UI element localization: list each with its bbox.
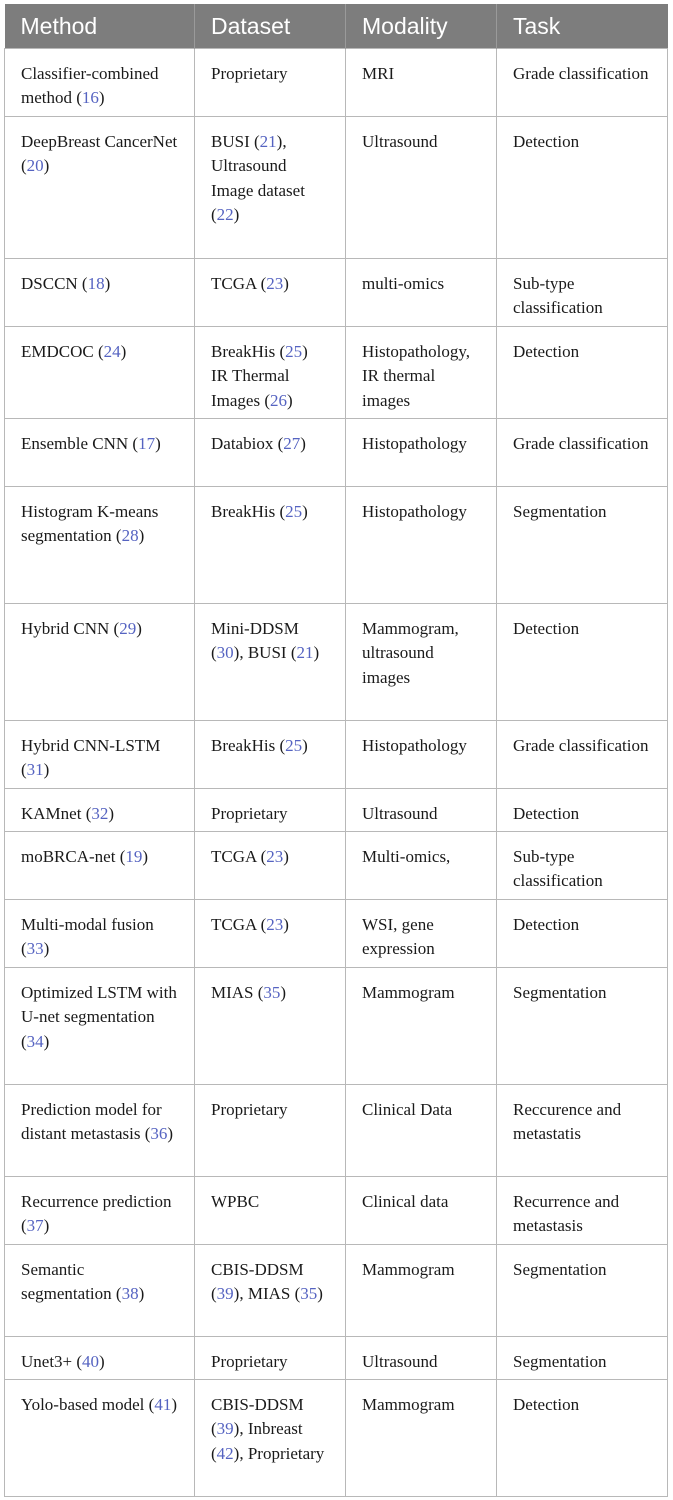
reference-link[interactable]: 39 <box>216 1284 234 1303</box>
method-cell-text: DeepBreast CancerNet ( <box>21 131 178 175</box>
reference-link[interactable]: 42 <box>216 1443 234 1463</box>
method-cell <box>5 720 195 788</box>
method-cell <box>5 1379 195 1496</box>
methods-table <box>4 4 668 1497</box>
dataset-cell <box>195 1244 346 1336</box>
modality-cell: Clinical data <box>346 1176 497 1244</box>
dataset-cell-text: ) <box>317 1284 323 1303</box>
reference-link[interactable]: 23 <box>266 914 284 934</box>
table-row <box>5 967 668 1084</box>
dataset-cell <box>195 486 346 603</box>
method-cell-text: Multi-modal fusion ( <box>21 914 154 958</box>
method-cell <box>5 1176 195 1244</box>
modality-cell: WSI, gene expression <box>346 899 497 967</box>
method-cell <box>5 258 195 326</box>
dataset-cell <box>195 258 346 326</box>
method-cell-text: ) <box>43 760 50 779</box>
task-cell: Detection <box>497 116 668 258</box>
method-cell <box>5 48 195 116</box>
method-cell-text: Yolo-based model ( <box>21 1394 155 1414</box>
dataset-cell-text: Mini-DDSM ( <box>211 618 299 662</box>
table-row <box>5 788 668 831</box>
header-method: Method <box>20 12 98 39</box>
dataset-cell-text: ) <box>302 501 308 521</box>
reference-link[interactable]: 18 <box>87 273 105 293</box>
task-cell: Segmentation <box>497 1244 668 1336</box>
dataset-cell <box>195 1336 346 1379</box>
table-row <box>5 1244 668 1336</box>
task-cell: Grade classification <box>497 720 668 788</box>
dataset-cell-text: ) <box>302 735 308 755</box>
reference-link[interactable]: 29 <box>119 618 137 638</box>
table-row <box>5 418 668 486</box>
dataset-cell <box>195 967 346 1084</box>
method-cell <box>5 831 195 899</box>
dataset-cell-text: BUSI ( <box>211 131 260 151</box>
method-cell-text: ) <box>43 1031 50 1051</box>
table-row <box>5 48 668 116</box>
modality-cell: MRI <box>346 48 497 116</box>
method-cell <box>5 1244 195 1336</box>
method-cell-text: Ensemble CNN ( <box>21 433 139 453</box>
dataset-cell-text: Proprietary <box>211 803 288 823</box>
method-cell <box>5 603 195 720</box>
modality-cell: Histopathology, IR thermal images <box>346 326 497 418</box>
method-cell-text: Semantic segmentation ( <box>21 1259 122 1303</box>
reference-link[interactable]: 37 <box>26 1216 44 1235</box>
dataset-cell-text: ) <box>300 433 306 453</box>
modality-cell: Histopathology <box>346 418 497 486</box>
dataset-cell-text: TCGA ( <box>211 846 267 866</box>
method-cell-text: ) <box>138 1284 145 1303</box>
method-cell-text: ) <box>120 341 127 361</box>
method-cell-text: ) <box>104 273 111 293</box>
dataset-cell-text: Proprietary <box>211 63 288 83</box>
table-body <box>5 48 668 1496</box>
dataset-cell <box>195 116 346 258</box>
modality-cell: Ultrasound <box>346 116 497 258</box>
dataset-cell-text: ) <box>233 205 240 224</box>
table-row <box>5 831 668 899</box>
dataset-cell <box>195 720 346 788</box>
reference-link[interactable]: 38 <box>121 1284 139 1303</box>
task-cell: Detection <box>497 899 668 967</box>
reference-link[interactable]: 21 <box>259 131 277 151</box>
method-cell-text: ) <box>142 846 149 866</box>
task-cell: Sub-type classification <box>497 258 668 326</box>
table-row <box>5 486 668 603</box>
method-cell <box>5 1336 195 1379</box>
dataset-cell-text: CBIS-DDSM ( <box>211 1259 304 1303</box>
reference-link[interactable]: 35 <box>263 982 281 1002</box>
reference-link[interactable]: 25 <box>285 735 303 755</box>
dataset-cell-text: ) <box>280 982 287 1002</box>
modality-cell: Mammogram, ultrasound images <box>346 603 497 720</box>
modality-cell: Ultrasound <box>346 1336 497 1379</box>
method-cell <box>5 788 195 831</box>
dataset-cell-text: ) <box>283 273 289 293</box>
method-cell-text: Recurrence prediction ( <box>21 1191 172 1235</box>
method-cell-text: Hybrid CNN-LSTM ( <box>21 735 161 779</box>
method-cell-text: EMDCOC ( <box>21 341 104 361</box>
reference-link[interactable]: 19 <box>125 846 143 866</box>
method-cell-text: KAMnet ( <box>21 803 92 823</box>
table-row <box>5 1176 668 1244</box>
dataset-cell-text: ) IR Thermal Images ( <box>211 341 308 410</box>
table-row <box>5 326 668 418</box>
dataset-cell <box>195 788 346 831</box>
task-cell: Reccurence and metastatis <box>497 1084 668 1176</box>
dataset-cell <box>195 831 346 899</box>
dataset-cell-text: MIAS ( <box>211 982 264 1002</box>
dataset-cell-text: CBIS-DDSM ( <box>211 1394 304 1438</box>
dataset-cell <box>195 48 346 116</box>
reference-link[interactable]: 39 <box>216 1419 234 1438</box>
reference-link[interactable]: 24 <box>103 341 121 361</box>
header-task: Task <box>497 4 668 48</box>
table-row <box>5 603 668 720</box>
modality-cell: Histopathology <box>346 720 497 788</box>
dataset-cell-text: ), MIAS ( <box>233 1284 301 1303</box>
task-cell: Detection <box>497 1379 668 1496</box>
task-cell: Segmentation <box>497 486 668 603</box>
task-cell: Detection <box>497 603 668 720</box>
dataset-cell-text: BreakHis ( <box>211 501 286 521</box>
dataset-cell-text: TCGA ( <box>211 914 267 934</box>
modality-cell: Mammogram <box>346 967 497 1084</box>
reference-link[interactable]: 23 <box>266 273 284 293</box>
reference-link[interactable]: 31 <box>26 760 44 779</box>
table-row <box>5 1336 668 1379</box>
dataset-cell <box>195 326 346 418</box>
method-cell-text: Hybrid CNN ( <box>21 618 120 638</box>
reference-link[interactable]: 22 <box>216 205 234 224</box>
task-cell: Grade classification <box>497 48 668 116</box>
method-cell-text: moBRCA-net ( <box>21 846 126 866</box>
dataset-cell-text: ) <box>283 914 289 934</box>
method-cell <box>5 326 195 418</box>
dataset-cell <box>195 1379 346 1496</box>
method-cell-text: ) <box>167 1124 174 1143</box>
task-cell: Detection <box>497 326 668 418</box>
dataset-cell-text: WPBC <box>211 1191 260 1211</box>
dataset-cell-text: TCGA ( <box>211 273 267 293</box>
dataset-cell-text: ) <box>313 643 320 662</box>
method-cell <box>5 486 195 603</box>
dataset-cell-text: ), Proprietary <box>233 1443 325 1463</box>
method-cell <box>5 418 195 486</box>
method-cell <box>5 967 195 1084</box>
method-cell-text: Unet3+ ( <box>21 1351 83 1371</box>
dataset-cell-text: ), BUSI ( <box>233 643 297 662</box>
method-cell-text: ) <box>43 939 50 958</box>
reference-link[interactable]: 21 <box>296 643 314 662</box>
method-cell-text: ) <box>171 1394 177 1414</box>
reference-link[interactable]: 17 <box>138 433 156 453</box>
method-cell-text: ) <box>98 88 105 107</box>
method-cell-text: Optimized LSTM with U-net segmentation ( <box>21 982 177 1051</box>
dataset-cell-text: Proprietary <box>211 1351 288 1371</box>
task-cell: Sub-type classification <box>497 831 668 899</box>
reference-link[interactable]: 27 <box>283 433 301 453</box>
dataset-cell-text: ), Ultrasound Image dataset ( <box>211 131 305 224</box>
reference-link[interactable]: 30 <box>216 643 234 662</box>
task-cell: Segmentation <box>497 1336 668 1379</box>
header-dataset: Dataset <box>195 4 346 48</box>
method-cell <box>5 1084 195 1176</box>
modality-cell: Ultrasound <box>346 788 497 831</box>
dataset-cell <box>195 899 346 967</box>
method-cell-text: ) <box>155 433 161 453</box>
task-cell: Recurrence and metastasis <box>497 1176 668 1244</box>
reference-link[interactable]: 25 <box>285 341 303 361</box>
dataset-cell-text: ) <box>283 846 289 866</box>
modality-cell: Multi-omics, <box>346 831 497 899</box>
task-cell: Detection <box>497 788 668 831</box>
method-cell-text: Histogram K-means segmentation ( <box>21 501 159 545</box>
reference-link[interactable]: 20 <box>26 156 44 175</box>
method-cell-text: ) <box>108 803 115 823</box>
method-cell-text: ) <box>138 526 145 545</box>
modality-cell: multi-omics <box>346 258 497 326</box>
method-cell-text: ) <box>136 618 142 638</box>
method-cell-text: Classifier-combined method ( <box>21 63 159 107</box>
dataset-cell-text: ) <box>287 390 293 410</box>
reference-link[interactable]: 32 <box>91 803 109 823</box>
dataset-cell-text: Proprietary <box>211 1099 288 1119</box>
table-row <box>5 720 668 788</box>
method-cell <box>5 116 195 258</box>
method-cell <box>5 899 195 967</box>
table-row <box>5 116 668 258</box>
table-row <box>5 1084 668 1176</box>
dataset-cell <box>195 1176 346 1244</box>
reference-link[interactable]: 33 <box>26 939 44 958</box>
header-modality: Modality <box>346 4 497 48</box>
table-row <box>5 258 668 326</box>
modality-cell: Clinical Data <box>346 1084 497 1176</box>
reference-link[interactable]: 26 <box>270 390 288 410</box>
reference-link[interactable]: 34 <box>26 1031 44 1051</box>
reference-link[interactable]: 23 <box>266 846 284 866</box>
dataset-cell-text: BreakHis ( <box>211 735 286 755</box>
reference-link[interactable]: 28 <box>121 526 139 545</box>
reference-link[interactable]: 16 <box>81 88 99 107</box>
table-row <box>5 1379 668 1496</box>
dataset-cell <box>195 603 346 720</box>
reference-link[interactable]: 25 <box>285 501 303 521</box>
reference-link[interactable]: 40 <box>82 1351 100 1371</box>
method-cell-text: DSCCN ( <box>21 273 88 293</box>
table-row <box>5 899 668 967</box>
method-cell-text: ) <box>43 1216 50 1235</box>
dataset-cell-text: ), Inbreast ( <box>211 1419 303 1463</box>
dataset-cell-text: BreakHis ( <box>211 341 286 361</box>
method-cell-text: ) <box>99 1351 105 1371</box>
dataset-cell-text: Databiox ( <box>211 433 284 453</box>
dataset-cell <box>195 1084 346 1176</box>
dataset-cell <box>195 418 346 486</box>
reference-link[interactable]: 36 <box>150 1124 168 1143</box>
method-cell-text: ) <box>43 156 50 175</box>
method-cell-text: Prediction model for distant metastasis ( <box>21 1099 162 1143</box>
reference-link[interactable]: 35 <box>300 1284 318 1303</box>
reference-link[interactable]: 41 <box>154 1394 172 1414</box>
modality-cell: Mammogram <box>346 1379 497 1496</box>
header-row <box>5 4 668 48</box>
task-cell: Grade classification <box>497 418 668 486</box>
modality-cell: Mammogram <box>346 1244 497 1336</box>
modality-cell: Histopathology <box>346 486 497 603</box>
task-cell: Segmentation <box>497 967 668 1084</box>
